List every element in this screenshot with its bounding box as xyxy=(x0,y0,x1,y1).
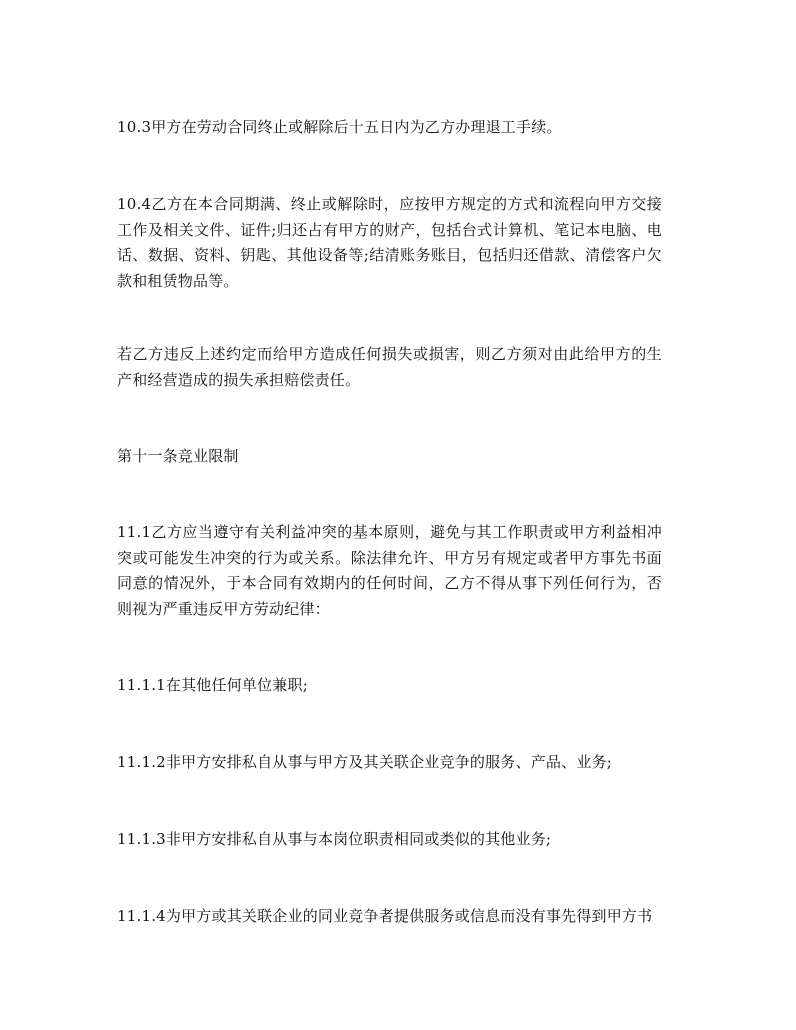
clause-10-3: 10.3甲方在劳动合同终止或解除后十五日内为乙方办理退工手续。 xyxy=(117,118,562,136)
clause-10-4: 10.4乙方在本合同期满、终止或解除时，应按甲方规定的方式和流程向甲方交接工作及相关文件、证件;归还占有甲方的财产，包括台式计算机、笔记本电脑、电话、数据、资料、钥匙、其他设备等;结清账务账目，包括归还借款、清偿客户欠款和租赁物品等。 xyxy=(117,195,662,290)
clause-11-1-2: 11.1.2非甲方安排私自从事与甲方及其关联企业竞争的服务、产品、业务; xyxy=(117,753,612,771)
clause-11-1-3: 11.1.3非甲方安排私自从事与本岗位职责相同或类似的其他业务; xyxy=(117,830,552,848)
clause-11-1-1: 11.1.1在其他任何单位兼职; xyxy=(117,676,308,694)
clause-11-1-4: 11.1.4为甲方或其关联企业的同业竞争者提供服务或信息而没有事先得到甲方书 xyxy=(117,907,653,925)
article-11-heading: 第十一条竞业限制 xyxy=(117,447,239,465)
clause-11-1: 11.1乙方应当遵守有关利益冲突的基本原则，避免与其工作职责或甲方利益相冲突或可能发生冲突的行为或关系。除法律允许、甲方另有规定或者甲方事先书面同意的情况外，于本合同有效期内的任何时间，乙方不得从事下列任何行为，否则视为严重违反甲方劳动纪律： xyxy=(117,523,662,618)
liability-paragraph: 若乙方违反上述约定而给甲方造成任何损失或损害，则乙方须对由此给甲方的生产和经营造成的损失承担赔偿责任。 xyxy=(117,345,662,389)
